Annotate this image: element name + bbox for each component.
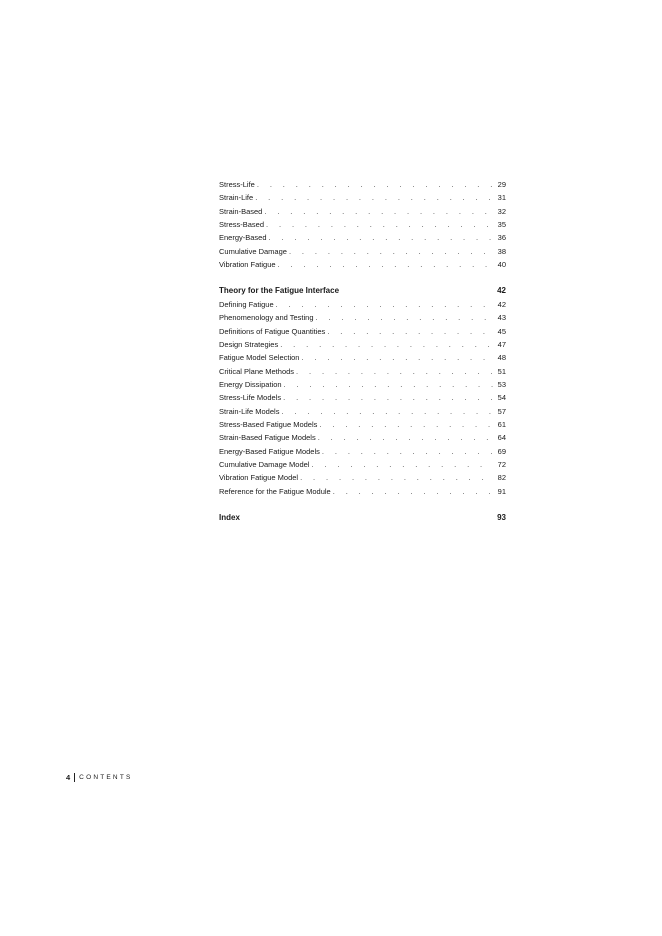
- toc-entry-title: Definitions of Fatigue Quantities: [219, 326, 326, 336]
- toc-entry-page: 40: [497, 260, 506, 270]
- toc-entry[interactable]: [219, 391, 506, 404]
- toc-entry-page: 54: [497, 393, 506, 403]
- toc-entry-title: Strain-Based: [219, 206, 263, 216]
- toc-entry-title: Design Strategies: [219, 339, 279, 349]
- toc-entry[interactable]: [219, 418, 506, 431]
- toc-entry-page: 69: [497, 446, 506, 456]
- footer-section-label: CONTENTS: [79, 774, 133, 781]
- spacer: [219, 271, 506, 284]
- toc-entry-page: 91: [497, 486, 506, 496]
- toc-entry[interactable]: [219, 218, 506, 231]
- toc-entry-title: Stress-Based: [219, 220, 265, 230]
- leader-dots: [319, 418, 493, 431]
- toc-entry[interactable]: [219, 445, 506, 458]
- toc-entry-page: 42: [497, 299, 506, 309]
- toc-entry[interactable]: [219, 405, 506, 418]
- leader-dots: [276, 298, 493, 311]
- toc-entry-page: 61: [497, 420, 506, 429]
- table-of-contents: [219, 178, 506, 525]
- toc-entry-page: 47: [497, 339, 506, 349]
- toc-entry-page: 35: [497, 220, 506, 230]
- toc-entry-page: 32: [497, 206, 506, 216]
- toc-entry-page: 45: [497, 326, 506, 336]
- toc-entry-title: Strain-Based Fatigue Models: [219, 433, 316, 443]
- toc-entry[interactable]: [219, 365, 506, 378]
- toc-entry[interactable]: [219, 351, 506, 364]
- spacer: [219, 498, 506, 511]
- toc-entry-page: 64: [497, 433, 506, 443]
- toc-entry-page: 36: [497, 233, 506, 243]
- toc-entry[interactable]: [219, 231, 506, 244]
- leader-dots: [327, 325, 493, 338]
- leader-dots: [278, 258, 493, 271]
- leader-dots: [257, 178, 493, 191]
- leader-dots: [316, 311, 493, 324]
- toc-entry-title: Reference for the Fatigue Module: [219, 486, 331, 496]
- toc-entry-page: 29: [497, 180, 506, 189]
- leader-dots: [300, 471, 493, 484]
- page-footer: [66, 773, 133, 782]
- toc-entry-title: Fatigue Model Selection: [219, 353, 300, 363]
- toc-entry-title: Stress-Based Fatigue Models: [219, 420, 318, 429]
- leader-dots: [280, 338, 493, 351]
- leader-dots: [283, 391, 493, 404]
- toc-entry[interactable]: [219, 178, 506, 191]
- footer-divider: [74, 773, 75, 782]
- toc-entry-title: Strain-Life: [219, 193, 254, 203]
- toc-entry-title: Defining Fatigue: [219, 299, 274, 309]
- toc-entry-title: Energy-Based: [219, 233, 267, 243]
- leader-dots: [266, 218, 493, 231]
- leader-dots: [301, 351, 493, 364]
- toc-entry-title: Strain-Life Models: [219, 406, 280, 416]
- leader-dots: [269, 231, 493, 244]
- toc-entry-page: 53: [497, 379, 506, 389]
- toc-entry[interactable]: [219, 191, 506, 204]
- toc-entry-page: 51: [497, 366, 506, 376]
- leader-dots: [322, 445, 493, 458]
- toc-entry-title: Stress-Life Models: [219, 393, 282, 403]
- page-number: 4: [66, 773, 71, 782]
- toc-entry-page: 82: [497, 473, 506, 483]
- toc-entry-title: Cumulative Damage Model: [219, 460, 310, 470]
- toc-entry-page: 48: [497, 353, 506, 363]
- toc-entry[interactable]: [219, 338, 506, 351]
- leader-dots: [289, 245, 493, 258]
- chapter-page: 42: [497, 285, 506, 295]
- leader-dots: [255, 191, 493, 204]
- leader-dots: [264, 205, 493, 218]
- toc-index-heading[interactable]: [219, 511, 506, 525]
- index-page: 93: [497, 512, 506, 522]
- toc-entry-page: 31: [497, 193, 506, 203]
- toc-entry[interactable]: [219, 378, 506, 391]
- leader-dots: [296, 365, 493, 378]
- toc-entry[interactable]: [219, 485, 506, 498]
- leader-dots: [284, 378, 493, 391]
- toc-entry[interactable]: [219, 298, 506, 311]
- toc-entry[interactable]: [219, 311, 506, 324]
- toc-entry[interactable]: [219, 325, 506, 338]
- leader-dots: [281, 405, 493, 418]
- leader-dots: [311, 458, 493, 471]
- toc-entry[interactable]: [219, 458, 506, 471]
- toc-entry-title: Energy Dissipation: [219, 379, 282, 389]
- leader-dots: [333, 485, 493, 498]
- toc-entry-page: 38: [497, 246, 506, 256]
- toc-entry-title: Phenomenology and Testing: [219, 313, 314, 323]
- toc-entry-title: Stress-Life: [219, 180, 255, 189]
- toc-entry[interactable]: [219, 431, 506, 444]
- toc-entry-title: Vibration Fatigue Model: [219, 473, 299, 483]
- toc-entry-title: Energy-Based Fatigue Models: [219, 446, 320, 456]
- toc-entry-title: Critical Plane Methods: [219, 366, 295, 376]
- toc-entry[interactable]: [219, 258, 506, 271]
- toc-section-1: [219, 178, 506, 271]
- toc-entry[interactable]: [219, 245, 506, 258]
- index-title: Index: [219, 512, 240, 522]
- toc-chapter-heading[interactable]: [219, 284, 506, 298]
- toc-section-2: [219, 298, 506, 498]
- toc-entry[interactable]: [219, 471, 506, 484]
- toc-entry-title: Vibration Fatigue: [219, 260, 276, 270]
- leader-dots: [318, 431, 493, 444]
- toc-entry[interactable]: [219, 205, 506, 218]
- chapter-title: Theory for the Fatigue Interface: [219, 285, 340, 295]
- toc-entry-page: 43: [497, 313, 506, 323]
- toc-entry-page: 57: [497, 406, 506, 416]
- toc-entry-title: Cumulative Damage: [219, 246, 287, 256]
- toc-entry-page: 72: [497, 460, 506, 470]
